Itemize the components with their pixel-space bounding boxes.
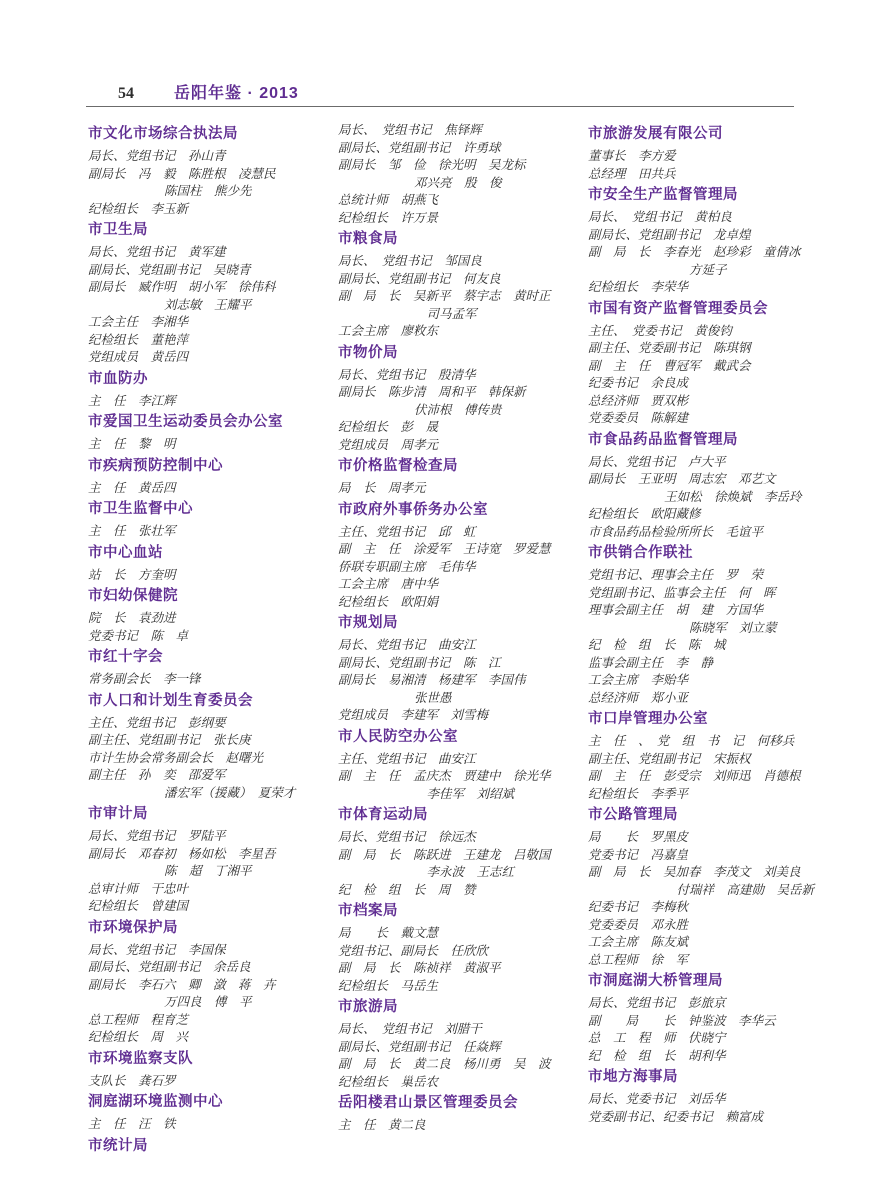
entry-line: 主任、党组书记 曲安江 (338, 750, 476, 766)
section-heading: 市疾病预防控制中心 (88, 457, 223, 474)
entry-line-continuation: 潘宏军（援藏） 夏荣才 (164, 784, 296, 800)
entry-line: 纪检组长 彭 晟 (338, 419, 439, 434)
section-heading: 市人口和计划生育委员会 (88, 692, 253, 709)
section-heading: 市环境监察支队 (88, 1050, 193, 1067)
section-heading: 市食品药品监督管理局 (588, 431, 738, 448)
section-heading: 岳阳楼君山景区管理委员会 (338, 1095, 518, 1111)
entry-line: 副 局 长 钟鉴波 李华云 (588, 1012, 776, 1028)
entry-line: 副局长 陈步清 周和平 韩保新 (338, 384, 526, 399)
entry-line: 纪检组长 李荣华 (588, 279, 689, 294)
section-heading: 市政府外事侨务办公室 (338, 501, 488, 518)
entry-line: 工会主席 唐中华 (338, 576, 439, 591)
entry-line: 院 长 袁劲进 (88, 610, 176, 625)
entry-line: 主 任 李江辉 (88, 392, 176, 408)
entry-line-continuation: 万四良 傅 平 (164, 994, 252, 1009)
entry-line: 副 局 长 陈跃进 王建龙 吕敬国 (338, 846, 551, 862)
entry-line: 纪委书记 李梅秋 (588, 899, 689, 914)
page-header (88, 80, 794, 103)
entry-line-continuation: 李永波 王志红 (414, 864, 515, 879)
entry-line-continuation: 方延子 (664, 261, 727, 277)
section-heading: 市旅游局 (338, 999, 398, 1015)
entry-line: 主 任 汪 铁 (88, 1116, 176, 1131)
section-heading: 市爱国卫生运动委员会办公室 (88, 414, 283, 430)
entry-line: 总工程师 程育芝 (88, 1011, 189, 1027)
entry-line: 党组成员 李建军 刘雪梅 (338, 707, 489, 722)
entry-line: 工会主任 李湘华 (88, 314, 189, 329)
entry-line: 副 主 任 彭受宗 刘师迅 肖德根 (588, 768, 801, 783)
entry-line: 党委书记 陈 卓 (88, 627, 189, 643)
entry-line: 工会主席 廖敉东 (338, 323, 439, 338)
entry-line: 副 主 任 曹冠军 戴武会 (588, 357, 751, 373)
section-heading: 市红十字会 (88, 649, 163, 665)
section-heading: 市体育运动局 (338, 807, 428, 823)
section-heading: 市地方海事局 (588, 1069, 678, 1085)
entry-line: 主任、党组书记 彭纲要 (88, 714, 226, 730)
entry-line: 局长、党委书记 刘岳华 (588, 1091, 726, 1106)
column-2 (338, 121, 588, 1159)
section-heading: 市中心血站 (88, 544, 163, 561)
entry-line: 副局长、党组副书记 许勇球 (338, 139, 501, 155)
section-heading: 市口岸管理办公室 (588, 711, 708, 727)
entry-line: 纪 检 组 长 陈 城 (588, 637, 726, 652)
entry-line: 总 工 程 师 伏晓宁 (588, 1030, 726, 1045)
entry-line: 总审计师 干忠叶 (88, 880, 189, 896)
entry-line: 主任、 党委书记 黄俊钧 (588, 322, 732, 338)
entry-line: 局长、 党组书记 邹国良 (338, 253, 482, 268)
entry-line: 总统计师 胡燕飞 (338, 192, 439, 207)
entry-line: 局长、党组书记 徐远杰 (338, 829, 476, 844)
entry-line: 纪 检 组 长 周 赞 (338, 881, 476, 897)
entry-line: 局 长 周孝元 (338, 480, 426, 495)
section-heading: 市人民防空办公室 (338, 728, 458, 745)
entry-line: 总经济师 郑小亚 (588, 689, 689, 705)
entry-line: 副主任、党组副书记 宋振权 (588, 750, 751, 766)
entry-line: 副局长 李石六 卿 潋 蒋 卉 (88, 976, 276, 992)
entry-line: 副主任 孙 奕 邵爱军 (88, 767, 226, 782)
entry-line-continuation: 张世愚 (414, 689, 452, 705)
entry-line: 纪委书记 余良成 (588, 375, 689, 390)
entry-line: 副 主 任 涂爱军 王诗宽 罗爱慧 (338, 541, 551, 556)
entry-line: 纪检组长 欧阳娟 (338, 593, 439, 609)
entry-line: 副 局 长 李春光 赵珍彩 童倩冰 (588, 244, 801, 259)
entry-line-continuation: 邓兴亮 殷 俊 (414, 174, 502, 190)
entry-line: 主任、党组书记 邱 虹 (338, 523, 476, 539)
entry-line: 副 局 长 吴新平 蔡宇志 黄时正 (338, 288, 551, 303)
entry-line: 纪检组长 董艳萍 (88, 331, 189, 347)
entry-line: 总工程师 徐 军 (588, 951, 689, 967)
entry-line: 侨联专职副主席 毛伟华 (338, 558, 476, 574)
entry-line: 副局长、党组副书记 陈 江 (338, 654, 501, 670)
entry-line: 支队长 龚石罗 (88, 1072, 176, 1088)
entry-line: 市计生协会常务副会长 赵曙光 (88, 749, 264, 765)
entry-line: 局长、 党组书记 焦铎辉 (338, 122, 482, 137)
section-heading: 市文化市场综合执法局 (88, 126, 238, 142)
entry-line-continuation: 刘志敏 王耀平 (164, 296, 252, 312)
section-heading: 市供销合作联社 (588, 545, 693, 561)
section-heading: 市安全生产监督管理局 (588, 187, 738, 203)
entry-line: 副局长、党组副书记 龙卓煌 (588, 226, 751, 242)
entry-line: 党委书记 冯嘉皇 (588, 846, 689, 862)
entry-line-continuation: 王如松 徐焕斌 李岳玲 (664, 488, 802, 504)
entry-line: 总经济师 贾双彬 (588, 392, 689, 408)
entry-line: 主 任 黄岳四 (88, 479, 176, 495)
entry-line: 局长、党组书记 孙山青 (88, 148, 226, 163)
entry-line: 副局长、党组副书记 任焱辉 (338, 1038, 501, 1054)
entry-line: 站 长 方奎明 (88, 566, 176, 582)
entry-line: 党委副书记、纪委书记 赖富成 (588, 1108, 764, 1124)
entry-line: 党组成员 周孝元 (338, 436, 439, 452)
section-heading: 市价格监督检查局 (338, 458, 458, 474)
entry-line: 理事会副主任 胡 建 方国华 (588, 602, 764, 617)
content-columns (88, 121, 848, 1159)
entry-line: 局 长 戴文慧 (338, 925, 439, 940)
section-heading: 市规划局 (338, 615, 398, 631)
entry-line-continuation: 李佳军 刘绍斌 (414, 785, 515, 801)
column-1 (88, 121, 338, 1159)
entry-line-continuation: 付瑞祥 高建勋 吴岳新 (664, 881, 815, 897)
entry-line: 纪检组长 巢岳农 (338, 1073, 439, 1089)
entry-line-continuation: 陈晓军 刘立蒙 (664, 619, 777, 635)
entry-line: 党组书记、副局长 任欣欣 (338, 942, 489, 958)
entry-line: 市食品药品检验所所长 毛谊平 (588, 523, 764, 539)
entry-line: 纪检组长 曾建国 (88, 898, 189, 913)
section-heading: 市血防办 (88, 370, 148, 387)
section-heading: 市妇幼保健院 (88, 588, 178, 604)
section-heading: 市卫生监督中心 (88, 501, 193, 517)
section-heading: 市公路管理局 (588, 807, 678, 823)
entry-line: 副 局 长 黄二良 杨川勇 吴 波 (338, 1056, 551, 1071)
entry-line: 副局长、党组副书记 何友良 (338, 270, 501, 286)
page-number: 54 (118, 85, 134, 102)
entry-line: 常务副会长 李一锋 (88, 671, 201, 686)
entry-line: 副局长 冯 毅 陈胜根 凌慧民 (88, 165, 276, 181)
entry-line: 工会主席 陈友斌 (588, 934, 689, 949)
entry-line: 局长、党组书记 卢大平 (588, 453, 726, 469)
section-heading: 市粮食局 (338, 231, 398, 247)
entry-line: 党委委员 邓永胜 (588, 916, 689, 932)
entry-line-continuation: 陈国柱 熊少先 (164, 183, 252, 198)
entry-line: 副局长 邹 俭 徐光明 吴龙标 (338, 157, 526, 172)
entry-line: 纪检组长 李季平 (588, 785, 689, 801)
entry-line: 纪检组长 许万景 (338, 209, 439, 225)
entry-line: 党组书记、理事会主任 罗 荣 (588, 567, 764, 582)
entry-line: 副 局 长 吴加春 李茂文 刘美良 (588, 864, 801, 879)
entry-line: 主 任 黎 明 (88, 436, 176, 451)
entry-line: 局长、党组书记 罗陆平 (88, 828, 226, 843)
entry-line: 局长、党组书记 殷清华 (338, 366, 476, 382)
entry-line: 副 主 任 孟庆杰 贾建中 徐光华 (338, 768, 551, 783)
entry-line: 副主任、党委副书记 陈琪钢 (588, 340, 751, 355)
entry-line-continuation: 伏沛根 傅传贵 (414, 401, 502, 417)
entry-line: 监事会副主任 李 静 (588, 654, 714, 670)
entry-line: 副局长 臧作明 胡小军 徐伟科 (88, 279, 276, 294)
section-heading: 市卫生局 (88, 222, 148, 238)
entry-line: 副局长、党组副书记 吴晓青 (88, 261, 251, 277)
section-heading: 市旅游发展有限公司 (588, 126, 723, 142)
section-heading: 市审计局 (88, 806, 148, 822)
page-title: 岳阳年鉴 · 2013 (174, 85, 299, 102)
entry-line: 主 任 、 党 组 书 记 何移兵 (588, 733, 795, 748)
entry-line: 局长、 党组书记 黄柏良 (588, 209, 732, 224)
entry-line: 纪检组长 马岳生 (338, 977, 439, 993)
column-3 (588, 121, 838, 1159)
entry-line-continuation: 司马孟军 (414, 305, 477, 321)
entry-line: 党组成员 黄岳四 (88, 349, 189, 364)
section-heading: 市物价局 (338, 344, 398, 361)
entry-line: 局长、党组书记 彭旅京 (588, 995, 726, 1010)
section-heading: 市环境保护局 (88, 919, 178, 936)
entry-line: 副局长 王亚明 周志宏 邓艺文 (588, 471, 776, 486)
entry-line: 副局长 邓春初 杨如松 李星吾 (88, 845, 276, 861)
entry-line: 主 任 黄二良 (338, 1117, 426, 1132)
entry-line-continuation: 陈 超 丁湘平 (164, 863, 252, 878)
entry-line: 局长、党组书记 曲安江 (338, 637, 476, 652)
entry-line: 党委委员 陈解建 (588, 410, 689, 425)
section-heading: 市档案局 (338, 903, 398, 919)
entry-line: 局 长 罗黑皮 (588, 829, 689, 844)
entry-line: 党组副书记、监事会主任 何 晖 (588, 584, 776, 600)
entry-line: 局长、党组书记 黄军建 (88, 244, 226, 259)
entry-line: 纪 检 组 长 胡利华 (588, 1047, 726, 1063)
section-heading: 洞庭湖环境监测中心 (88, 1094, 223, 1110)
entry-line: 纪检组长 周 兴 (88, 1029, 189, 1044)
section-heading: 市洞庭湖大桥管理局 (588, 973, 723, 989)
entry-line: 工会主席 李贻华 (588, 672, 689, 687)
entry-line: 副 局 长 陈祯祥 黄淑平 (338, 960, 501, 975)
entry-line: 纪检组长 李玉新 (88, 200, 189, 216)
section-heading: 市统计局 (88, 1137, 148, 1154)
entry-line: 纪检组长 欧阳藏修 (588, 506, 701, 521)
entry-line: 副局长 易湘清 杨建军 李国伟 (338, 672, 526, 687)
entry-line: 总经理 田共兵 (588, 165, 676, 181)
entry-line: 局长、 党组书记 刘腊干 (338, 1021, 482, 1036)
entry-line: 局长、党组书记 李国保 (88, 941, 226, 957)
entry-line: 副局长、党组副书记 余岳良 (88, 959, 251, 974)
section-heading: 市国有资产监督管理委员会 (588, 300, 768, 317)
entry-line: 副主任、党组副书记 张长庚 (88, 732, 251, 747)
entry-line: 董事长 李方爱 (588, 148, 676, 163)
header-rule (86, 106, 794, 107)
entry-line: 主 任 张壮军 (88, 523, 176, 538)
